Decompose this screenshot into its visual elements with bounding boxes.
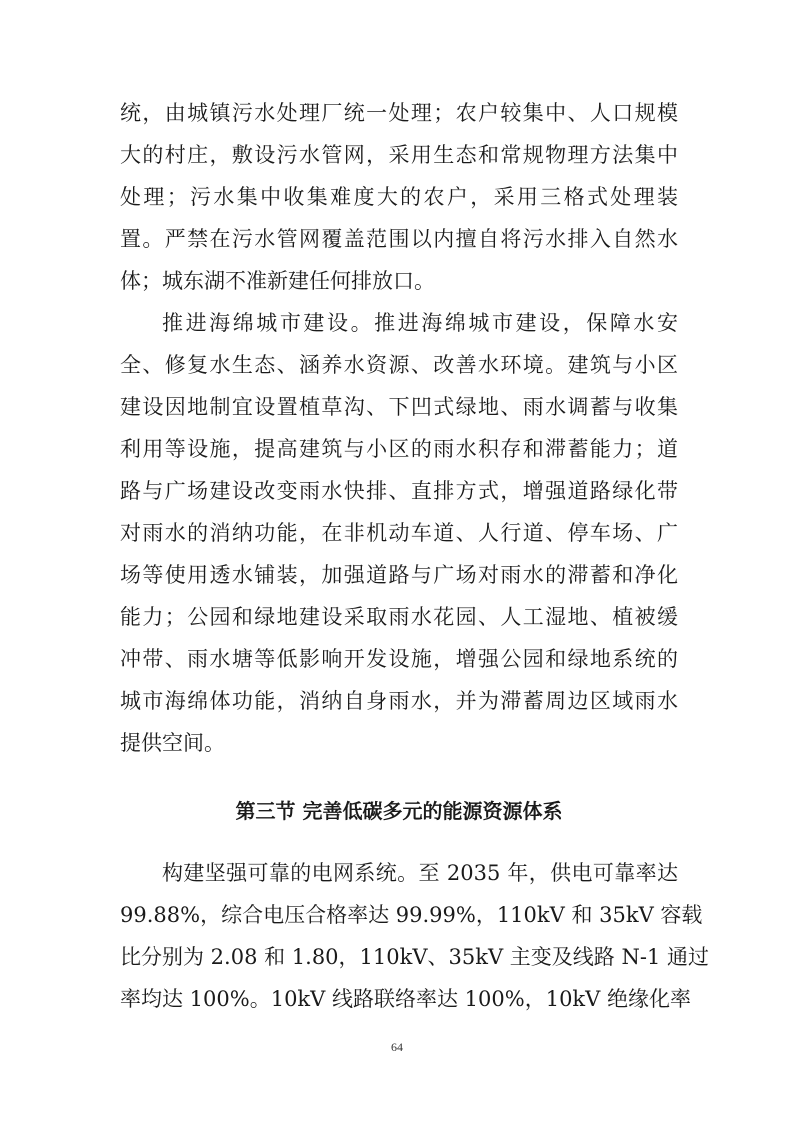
text-line: 体；城东湖不准新建任何排放口。 (120, 269, 435, 293)
text-line: 99.88%，综合电压合格率达 99.99%，110kV 和 35kV 容载 (120, 903, 703, 927)
text-line: 利用等设施，提高建筑与小区的雨水积存和滞蓄能力；道 (120, 437, 678, 461)
text-line: 率均达 100%。10kV 线路联络率达 100%，10kV 绝缘化率 (120, 987, 691, 1011)
section-heading: 第三节 完善低碳多元的能源资源体系 (235, 799, 563, 823)
text-line: 场等使用透水铺装，加强道路与广场对雨水的滞蓄和净化 (120, 563, 678, 587)
text-line: 全、修复水生态、涵养水资源、改善水环境。建筑与小区 (120, 353, 678, 377)
text-line: 提供空间。 (120, 731, 225, 755)
page-number: 64 (391, 1040, 403, 1054)
paragraph-sponge-city (120, 302, 678, 764)
text-line: 城市海绵体功能，消纳自身雨水，并为滞蓄周边区域雨水 (120, 689, 678, 713)
text-line: 统，由城镇污水处理厂统一处理；农户较集中、人口规模 (120, 101, 678, 125)
text-line: 建设因地制宜设置植草沟、下凹式绿地、雨水调蓄与收集 (120, 395, 678, 419)
text-line: 路与广场建设改变雨水快排、直排方式，增强道路绿化带 (120, 479, 678, 503)
text-line: 大的村庄，敷设污水管网，采用生态和常规物理方法集中 (120, 143, 678, 167)
text-line: 处理；污水集中收集难度大的农户，采用三格式处理装 (120, 185, 678, 209)
text-line: 冲带、雨水塘等低影响开发设施，增强公园和绿地系统的 (120, 647, 678, 671)
paragraph-power-grid (120, 852, 709, 1020)
text-line: 构建坚强可靠的电网系统。至 2035 年，供电可靠率达 (162, 861, 678, 885)
text-line: 能力；公园和绿地建设采取雨水花园、人工湿地、植被缓 (120, 605, 678, 629)
text-line: 置。严禁在污水管网覆盖范围以内擅自将污水排入自然水 (120, 227, 678, 251)
document-page (120, 92, 709, 1020)
paragraph-sewage (120, 92, 678, 302)
text-line: 比分别为 2.08 和 1.80，110kV、35kV 主变及线路 N-1 通过 (120, 945, 709, 969)
text-line: 推进海绵城市建设。推进海绵城市建设，保障水安 (162, 311, 678, 335)
text-line: 对雨水的消纳功能，在非机动车道、人行道、停车场、广 (120, 521, 678, 545)
